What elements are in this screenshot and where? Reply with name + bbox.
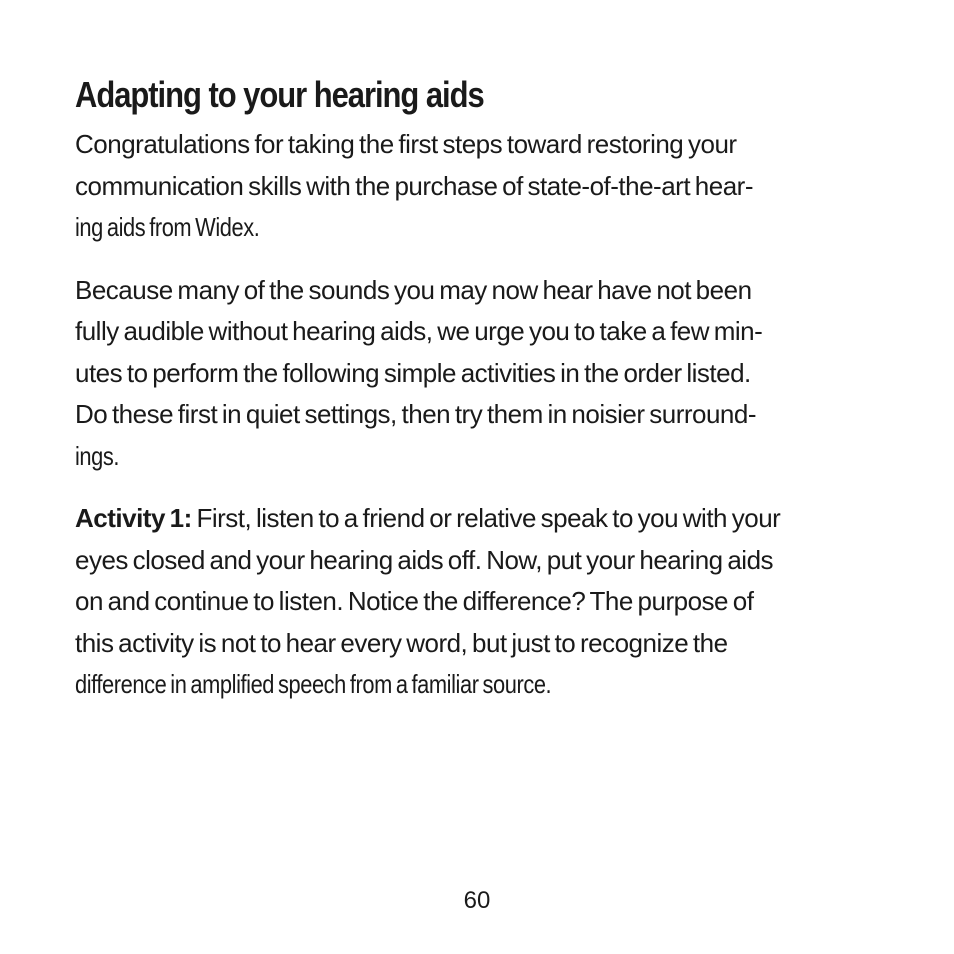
- activity-text: First, listen to a friend or relative speak to you with your: [191, 503, 781, 533]
- paragraph-line: eyes closed and your hearing aids off. Now, put your hearing aids: [75, 544, 774, 575]
- paragraph-line: on and continue to listen. Notice the difference? The purpose of: [75, 586, 754, 616]
- paragraph-line: ings.: [75, 440, 120, 471]
- page-number: 60: [463, 887, 491, 914]
- paragraph-line: [75, 498, 780, 540]
- paragraph-line: ing aids from Widex.: [75, 212, 260, 242]
- paragraph-line: communication skills with the purchase of state-of-the-art hear-: [75, 170, 753, 201]
- activity-1-paragraph: [75, 498, 858, 706]
- paragraph-line: Do these first in quiet settings, then try them in noisier surround-: [75, 399, 757, 429]
- paragraph-line: difference in amplified speech from a familiar source.: [75, 669, 552, 699]
- page-title: Adapting to your hearing aids: [75, 74, 484, 115]
- instructions-paragraph: [75, 270, 858, 478]
- paragraph-line: this activity is not to hear every word, but just to recognize the: [75, 627, 728, 658]
- paragraph-line: utes to perform the following simple activities in the order listed.: [75, 357, 751, 388]
- paragraph-line: Because many of the sounds you may now hear have not been: [75, 274, 752, 305]
- page-content: [75, 70, 858, 706]
- intro-paragraph: [75, 124, 858, 249]
- paragraph-line: Congratulations for taking the first steps toward restoring your: [75, 129, 737, 159]
- activity-label: Activity 1:: [75, 503, 192, 533]
- paragraph-line: fully audible without hearing aids, we urge you to take a few min-: [75, 316, 763, 346]
